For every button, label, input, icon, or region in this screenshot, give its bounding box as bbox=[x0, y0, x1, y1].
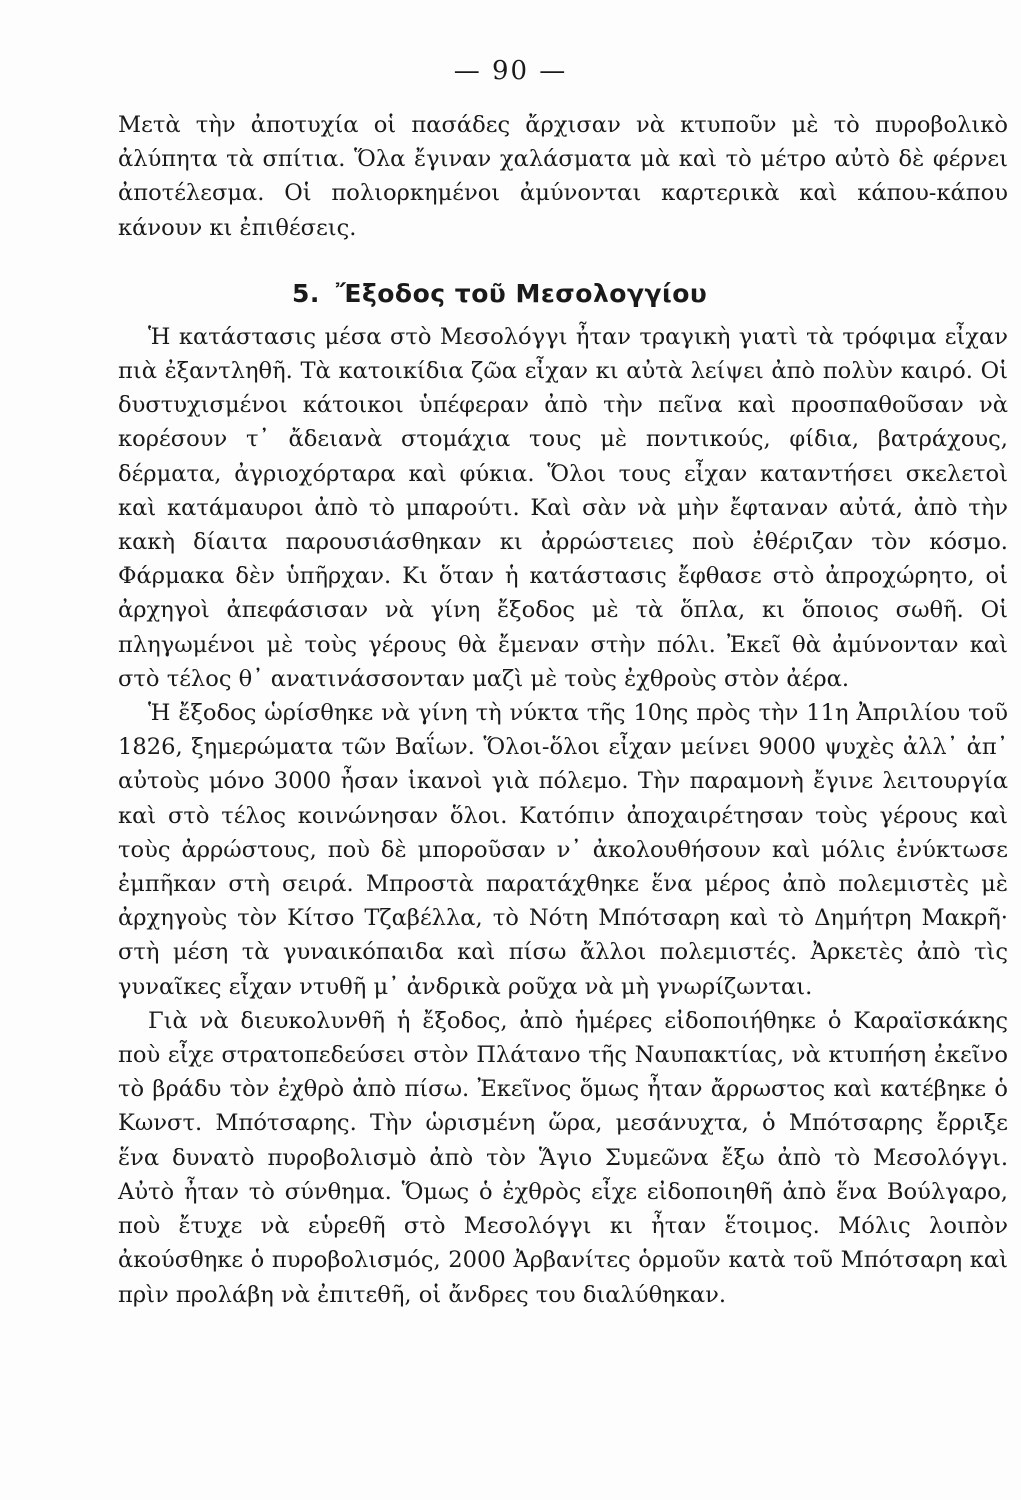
paragraph-karaiskakis-signal: Γιὰ νὰ διευκολυνθῆ ἡ ἔξοδος, ἀπὸ ἡμέρες εἰδοποιήθηκε ὁ Καραϊσκάκης ποὺ εἶχε στρατοπεδεύσει στὸν Πλάτανο τῆς Ναυπακτίας, νὰ κτυπήση ἐκεῖνο τὸ βράδυ τὸν ἐχθρὸ ἀπὸ πίσω. Ἐκεῖνος ὅμως ἦταν ἄρρωστος καὶ κατέβηκε ὁ Κωνστ. Μπότσαρης. Τὴν ὡρισμένη ὥρα, μεσάνυχτα, ὁ Μπότσαρης ἔρριξε ἕνα δυνατὸ πυροβολισμὸ ἀπὸ τὸν Ἅγιο Συμεῶνα ἔξω ἀπὸ τὸ Μεσολόγγι. Αὐτὸ ἦταν τὸ σύνθημα. Ὅμως ὁ ἐχθρὸς εἶχε εἰδοποιηθῆ ἀπὸ ἕνα Βούλγαρο, ποὺ ἔτυχε νὰ εὑρεθῆ στὸ Μεσολόγγι κι ἦταν ἕτοιμος. Μόλις λοιπὸν ἀκούσθηκε ὁ πυροβολισμός, 2000 Ἀρβανίτες ὁρμοῦν κατὰ τοῦ Μπότσαρη καὶ πρὶν προλάβη νὰ ἐπιτεθῆ, οἱ ἄνδρες του διαλύθηκαν. bbox=[118, 1007, 1008, 1308]
body-text bbox=[118, 108, 1008, 1312]
section-number: 5. bbox=[292, 278, 320, 308]
page-number: — 90 — bbox=[453, 56, 568, 86]
paragraph-siege-bombardment: Μετὰ τὴν ἀποτυχία οἱ πασάδες ἄρχισαν νὰ κτυποῦν μὲ τὸ πυροβολικὸ ἀλύπητα τὰ σπίτια. Ὅλα ἔγιναν χαλάσματα μὰ καὶ τὸ μέτρο αὐτὸ δὲ φέρνει ἀποτέλεσμα. Οἱ πολιορκημένοι ἀμύνονται καρτερικὰ καὶ κάπου-κάπου κάνουν κι ἐπιθέσεις. bbox=[118, 112, 1008, 241]
section-title: Ἔξοδος τοῦ Μεσολογγίου bbox=[335, 278, 708, 308]
paragraph-famine: Ἡ κατάστασις μέσα στὸ Μεσολόγγι ἦταν τραγικὴ γιατὶ τὰ τρόφιμα εἶχαν πιὰ ἐξαντληθῆ. Τὰ κατοικίδια ζῶα εἶχαν κι αὐτὰ λείψει ἀπὸ πολὺν καιρό. Οἱ δυστυχισμένοι κάτοικοι ὑπέφεραν ἀπὸ τὴν πεῖνα καὶ προσπαθοῦσαν νὰ κορέσουν τ᾽ ἄδειανὰ στομάχια τους μὲ ποντικούς, φίδια, βατράχους, δέρματα, ἀγριοχόρταρα καὶ φύκια. Ὅλοι τους εἶχαν καταντήσει σκελετοὶ καὶ κατάμαυροι ἀπὸ τὸ μπαρούτι. Καὶ σὰν νὰ μὴν ἔφταναν αὐτά, ἀπὸ τὴν κακὴ δίαιτα παρουσιάσθηκαν κι ἀρρώστειες ποὺ ἐθέριζαν τὸν κόσμο. Φάρμακα δὲν ὑπῆρχαν. Κι ὅταν ἡ κατάστασις ἔφθασε στὸ ἀπροχώρητο, οἱ ἀρχηγοὶ ἀπεφάσισαν νὰ γίνη ἔξοδος μὲ τὰ ὅπλα, κι ὅποιος σωθῆ. Οἱ πληγωμένοι μὲ τοὺς γέρους θὰ ἔμεναν στὴν πόλι. Ἐκεῖ θὰ ἀμύνονταν καὶ στὸ τέλος θ᾽ ανατινάσσονταν μαζὶ μὲ τοὺς ἐχθροὺς στὸν ἀέρα. bbox=[118, 323, 1008, 692]
paragraph-exodus-night: Ἡ ἔξοδος ὡρίσθηκε νὰ γίνη τὴ νύκτα τῆς 10ης πρὸς τὴν 11η Ἀπριλίου τοῦ 1826, ξημερώματα τῶν Βαΐων. Ὅλοι-ὅλοι εἶχαν μείνει 9000 ψυχὲς ἀλλ᾽ ἀπ᾽ αὐτοὺς μόνο 3000 ἦσαν ἱκανοὶ γιὰ πόλεμο. Τὴν παραμονὴ ἔγινε λειτουργία καὶ στὸ τέλος κοινώνησαν ὅλοι. Κατόπιν ἀποχαιρέτησαν τοὺς γέρους καὶ τοὺς ἀρρώστους, ποὺ δὲ μποροῦσαν ν᾽ ἀκολουθήσουν καὶ μόλις ἐνύκτωσε ἐμπῆκαν στὴ σειρά. Μπροστὰ παρατάχθηκε ἕνα μέρος ἀπὸ πολεμιστὲς μὲ ἀρχηγοὺς τὸν Κίτσο Τζαβέλλα, τὸ Νότη Μπότσαρη καὶ τὸ Δημήτρη Μακρῆ· στὴ μέση τὰ γυναικόπαιδα καὶ πίσω ἄλλοι πολεμιστές. Ἀρκετὲς ἀπὸ τὶς γυναῖκες εἶχαν ντυθῆ μ᾽ ἀνδρικὰ ροῦχα νὰ μὴ γνωρίζωνται. bbox=[118, 700, 1008, 1000]
section-heading bbox=[292, 277, 1008, 311]
